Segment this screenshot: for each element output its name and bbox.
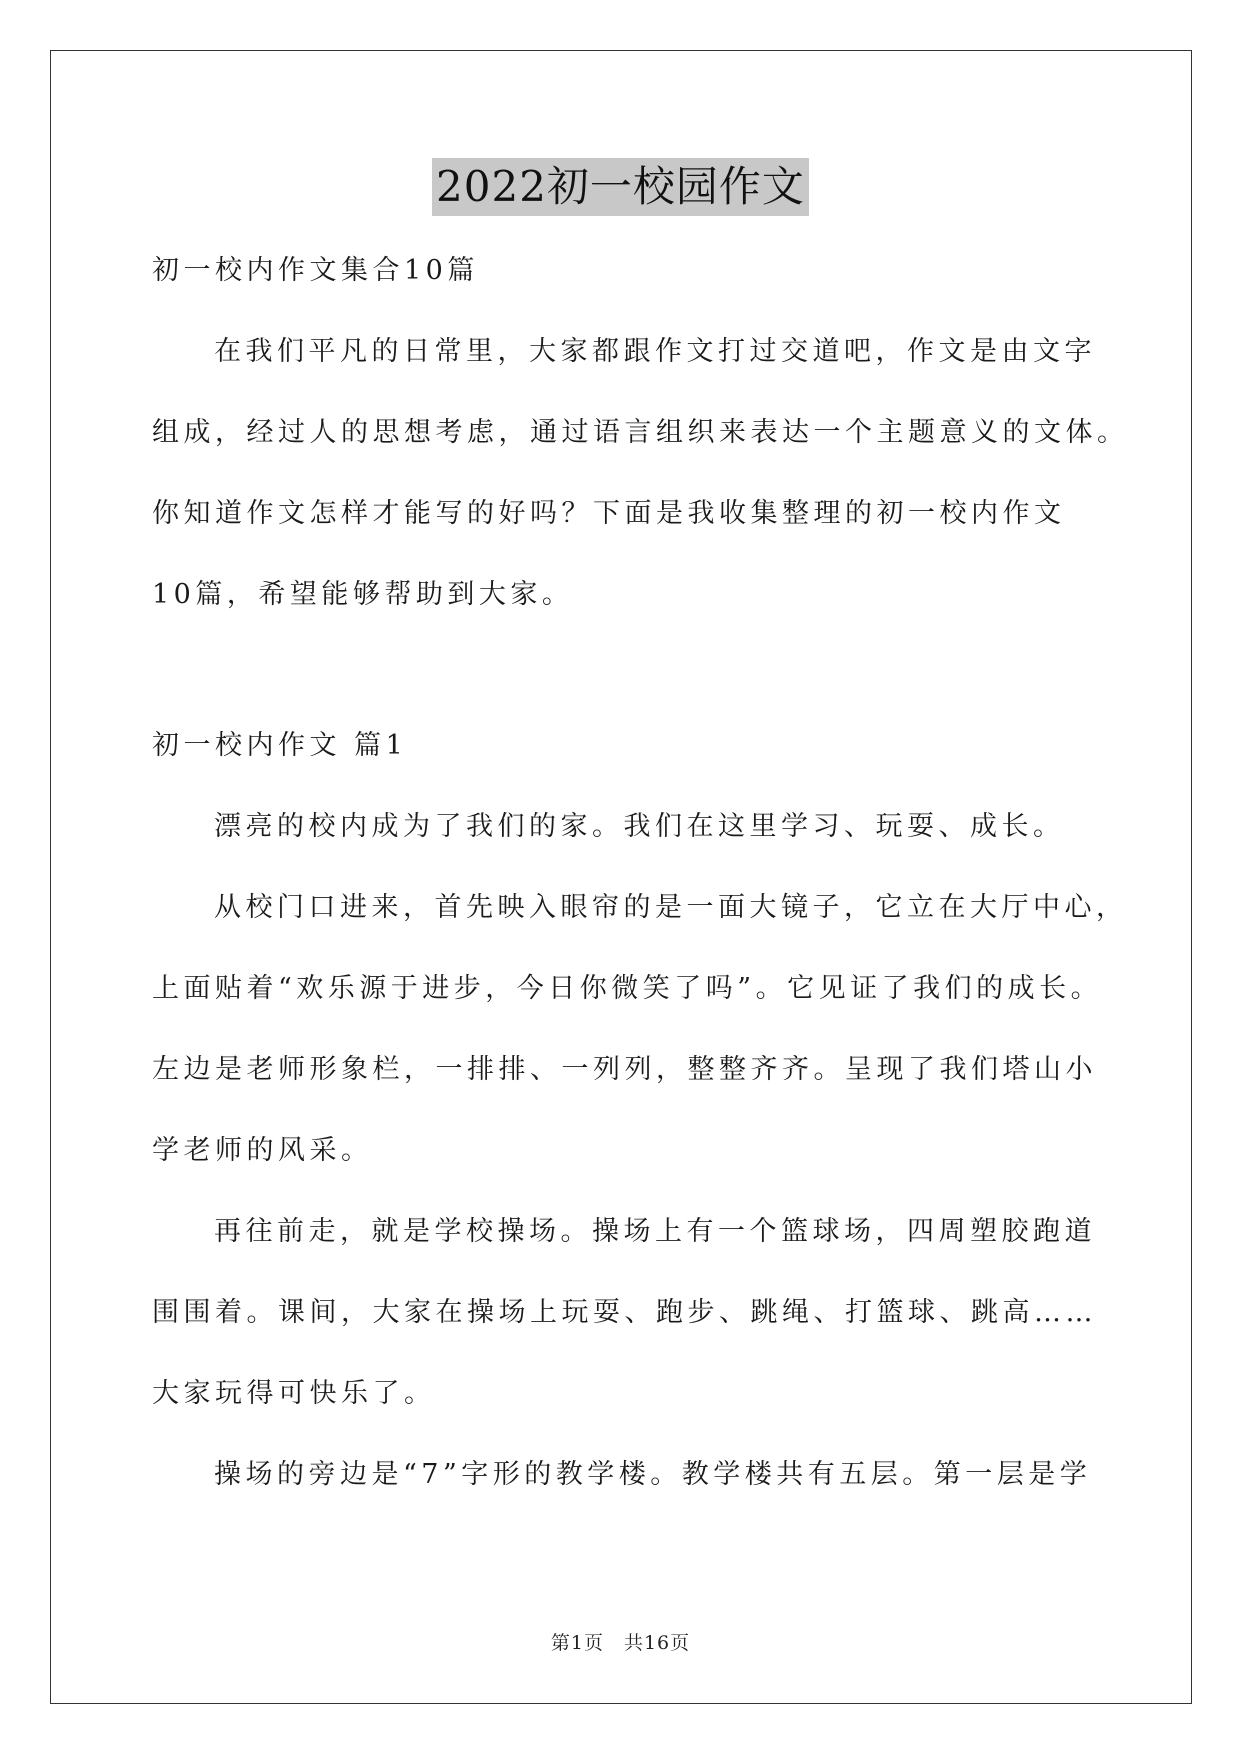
document-body (152, 230, 1129, 1515)
body-line: 上面贴着“欢乐源于进步，今日你微笑了吗”。它见证了我们的成长。 (152, 973, 1103, 1004)
title-wrap (0, 158, 1241, 216)
section-gap (152, 635, 1092, 705)
document-title: 2022初一校园作文 (432, 158, 809, 216)
body-line: 漂亮的校内成为了我们的家。我们在这里学习、玩耍、成长。 (214, 811, 1065, 842)
body-line: 操场的旁边是“7”字形的教学楼。教学楼共有五层。第一层是学 (214, 1459, 1092, 1490)
body-line: 从校门口进来，首先映入眼帘的是一面大镜子，它立在大厅中心， (214, 892, 1128, 923)
section-heading: 初一校内作文 篇1 (152, 730, 408, 761)
body-line: 围围着。课间，大家在操场上玩耍、跑步、跳绳、打篮球、跳高…… (152, 1297, 1097, 1328)
body-line: 左边是老师形象栏，一排排、一列列，整整齐齐。呈现了我们塔山小 (152, 1054, 1097, 1085)
intro-line: 10篇，希望能够帮助到大家。 (152, 579, 574, 610)
page-number-footer: 第1页 共16页 (550, 1632, 691, 1654)
intro-line: 你知道作文怎样才能写的好吗？下面是我收集整理的初一校内作文 (152, 498, 1066, 529)
body-line: 大家玩得可快乐了。 (152, 1378, 436, 1409)
body-line: 再往前走，就是学校操场。操场上有一个篮球场，四周塑胶跑道 (214, 1216, 1096, 1247)
document-subtitle: 初一校内作文集合10篇 (152, 255, 479, 286)
intro-line: 在我们平凡的日常里，大家都跟作文打过交道吧，作文是由文字 (214, 336, 1096, 367)
intro-line: 组成，经过人的思想考虑，通过语言组织来表达一个主题意义的文体。 (152, 417, 1129, 448)
body-line: 学老师的风采。 (152, 1135, 373, 1166)
